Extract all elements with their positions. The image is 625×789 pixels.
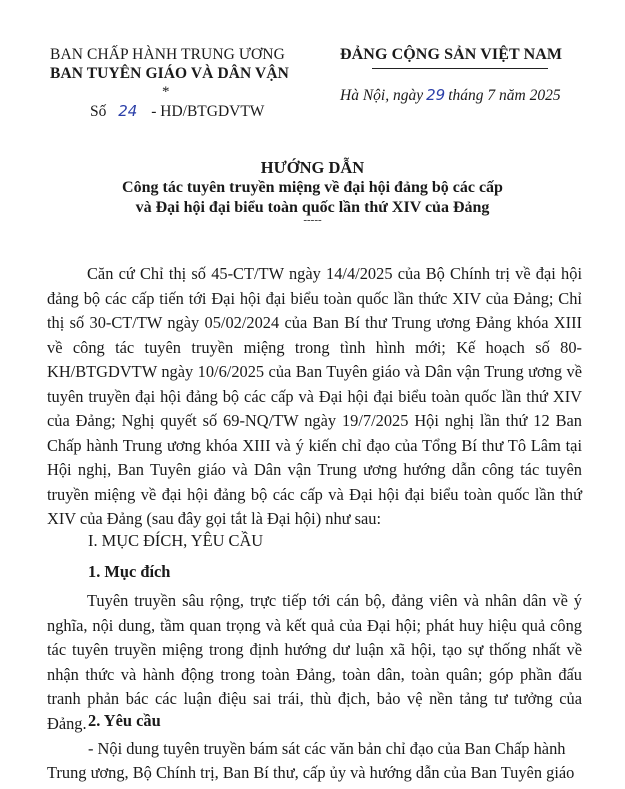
document-subject-line2: và Đại hội đại biểu toàn quốc lần thứ XIV của Đảng [135,199,490,216]
doc-no-handwritten: 24 [118,102,138,120]
intro-paragraph: Căn cứ Chỉ thị số 45-CT/TW ngày 14/4/2025 của Bộ Chính trị về đại hội đảng bộ các cấp tiến tới Đại hội đại biểu toàn quốc lần thức XIV của Đảng; Chỉ thị số 30-CT/TW ngày 05/02/2024 của Ban Bí thư Trung ương Đảng khóa XIII về công tác tuyên truyền miệng trong tình hình mới; Kế hoạch số 80-KH/BTGDVTW ngày 10/6/2025 của Ban Tuyên giáo và Dân vận Trung ương về tuyên truyền đại hội đảng bộ các cấp và Đại hội đại biểu toàn quốc lần thứ XIV của Đảng; Nghị quyết số 69-NQ/TW ngày 19/7/2025 Hội nghị lần thứ 12 Ban Chấp hành Trung ương khóa XIII và ý kiến chỉ đạo của Tổng Bí thư Tô Lâm tại Hội nghị, Ban Tuyên giáo và Dân vận Trung ương hướng dẫn công tác tuyên truyền miệng về đại hội đảng bộ các cấp và Đại hội đại biểu toàn quốc lần thứ XIV của Đảng (sau đây gọi tắt là Đại hội) như sau: [47,264,582,528]
document-number [90,102,264,121]
date-prefix: Hà Nội, ngày [340,87,424,104]
requirement-line-1: - Nội dung tuyên truyền bám sát các văn bản chỉ đạo của Ban Chấp hành [88,739,566,758]
title-separator: ----- [303,214,322,226]
party-name-underline [372,68,548,69]
document-subject-line1: Công tác tuyên truyền miệng về đại hội đảng bộ các cấp [122,179,503,196]
header-star: * [162,84,170,100]
doc-no-suffix: - HD/BTGDVTW [151,103,265,120]
document-date [340,86,561,105]
issuing-org-line1: BAN CHẤP HÀNH TRUNG ƯƠNG [50,46,285,63]
party-name: ĐẢNG CỘNG SẢN VIỆT NAM [340,46,563,63]
issuing-org-line2: BAN TUYÊN GIÁO VÀ DÂN VẬN [50,65,289,82]
subsection-heading-requirements: 2. Yêu cầu [88,711,161,730]
requirement-line-2: Trung ương, Bộ Chính trị, Ban Bí thư, cấp ủy và hướng dẫn của Ban Tuyên giáo [47,763,575,782]
subsection-heading-purpose: 1. Mục đích [88,562,171,581]
document-type: HƯỚNG DẪN [260,158,365,177]
purpose-paragraph: Tuyên truyền sâu rộng, trực tiếp tới cán bộ, đảng viên và nhân dân về ý nghĩa, nội dung, tầm quan trọng và kết quả của Đại hội; phát huy hiệu quả công tác tuyên truyền miệng trong định hướng dư luận xã hội, tạo sự thống nhất về nhận thức và hành động trong toàn Đảng, toàn dân, toàn quân; góp phần đấu tranh phản bác các luận điệu sai trái, thù địch, bảo vệ nền tảng tư tưởng của Đảng. [47,591,582,733]
date-suffix: tháng 7 năm 2025 [448,87,561,104]
doc-no-prefix: Số [90,103,107,120]
date-day-handwritten: 29 [426,86,446,104]
section-heading-1: I. MỤC ĐÍCH, YÊU CẦU [88,531,264,550]
